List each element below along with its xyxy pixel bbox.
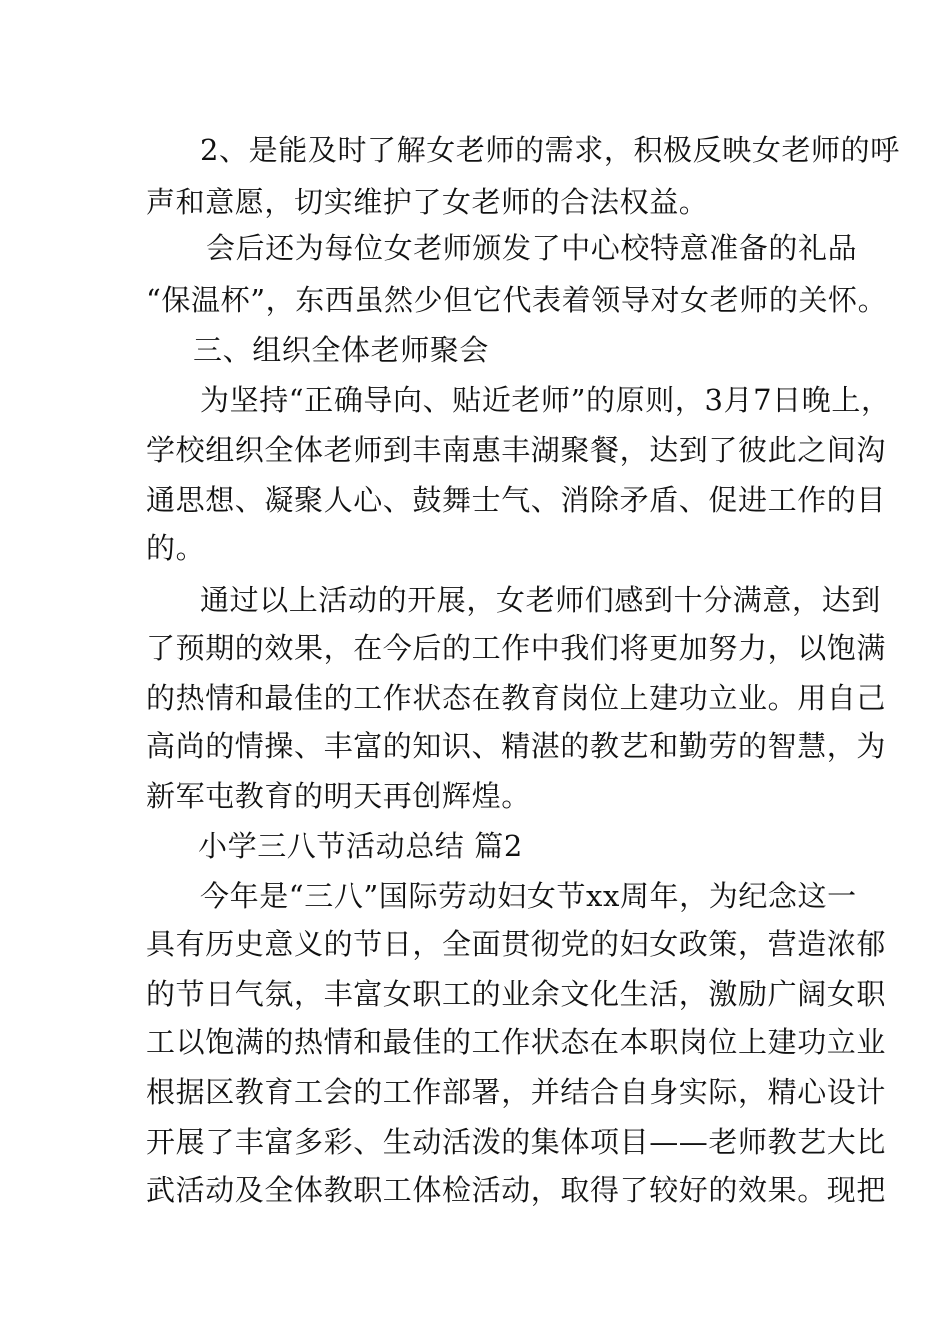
section-heading: 三、组织全体老师聚会 (193, 333, 490, 367)
text-line: 具有历史意义的节日，全面贯彻党的妇女政策，营造浓郁 (146, 927, 887, 961)
text-line: 新军屯教育的明天再创辉煌。 (146, 779, 531, 813)
text-line: 工以饱满的热情和最佳的工作状态在本职岗位上建功立业 (146, 1025, 887, 1059)
text-line: 声和意愿，切实维护了女老师的合法权益。 (146, 185, 709, 219)
text-line: 的节日气氛，丰富女职工的业余文化生活，激励广阔女职 (146, 977, 887, 1011)
text-line: 学校组织全体老师到丰南惠丰湖聚餐，达到了彼此之间沟 (146, 433, 887, 467)
text-line: 通思想、凝聚人心、鼓舞士气、消除矛盾、促进工作的目 (146, 483, 887, 517)
text-line: 开展了丰富多彩、生动活泼的集体项目——老师教艺大比 (146, 1125, 887, 1159)
text-line: 2、是能及时了解女老师的需求，积极反映女老师的呼 (200, 133, 900, 167)
section-heading: 小学三八节活动总结 篇2 (198, 829, 523, 863)
text-line: 的热情和最佳的工作状态在教育岗位上建功立业。用自己 (146, 681, 887, 715)
text-line: 高尚的情操、丰富的知识、精湛的教艺和勤劳的智慧，为 (146, 729, 887, 763)
text-line: 根据区教育工会的工作部署，并结合自身实际，精心设计 (146, 1075, 887, 1109)
text-line: 今年是“三八”国际劳动妇女节xx周年，为纪念这一 (200, 879, 857, 913)
text-line: 了预期的效果，在今后的工作中我们将更加努力，以饱满 (146, 631, 887, 665)
text-line: 的。 (146, 531, 206, 565)
text-line: 通过以上活动的开展，女老师们感到十分满意，达到 (200, 583, 881, 617)
text-line: 会后还为每位女老师颁发了中心校特意准备的礼品 (206, 231, 858, 265)
text-line: 武活动及全体教职工体检活动，取得了较好的效果。现把 (146, 1173, 887, 1207)
text-line: “保温杯”，东西虽然少但它代表着领导对女老师的关怀。 (146, 283, 888, 317)
text-line: 为坚持“正确导向、贴近老师”的原则，3月7日晚上， (200, 383, 891, 417)
